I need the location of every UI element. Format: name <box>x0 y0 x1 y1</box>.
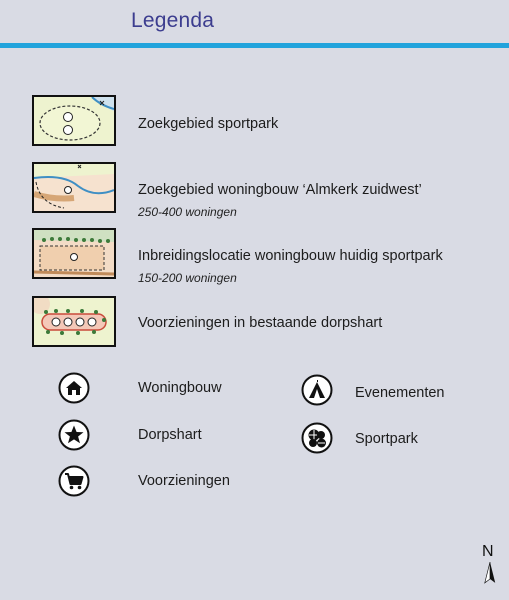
row-sub-woningbouw-zuidwest: 250-400 woningen <box>138 205 237 219</box>
thumb-sportpark <box>32 95 116 146</box>
thumb-woningbouw-zuidwest <box>32 162 116 213</box>
icon-label-dorpshart: Dorpshart <box>138 427 202 443</box>
row-label-dorpshart: Voorzieningen in bestaande dorpshart <box>138 315 383 331</box>
sports-balls-icon <box>301 422 333 454</box>
tent-icon <box>301 374 333 406</box>
row-label-woningbouw-zuidwest: Zoekgebied woningbouw ‘Almkerk zuidwest’ <box>138 182 422 198</box>
legend-title: Legenda <box>131 9 215 32</box>
row-label-sportpark: Zoekgebied sportpark <box>138 116 279 132</box>
icon-label-woningbouw: Woningbouw <box>138 380 222 396</box>
house-icon <box>58 372 90 404</box>
thumb-dorpshart <box>32 296 116 347</box>
north-arrow-icon <box>480 562 500 596</box>
north-label: N <box>482 543 494 560</box>
row-label-inbreidingslocatie: Inbreidingslocatie woningbouw huidig sportpark <box>138 248 443 264</box>
icon-label-sportpark: Sportpark <box>355 431 418 447</box>
title-underline <box>0 43 509 48</box>
shopping-cart-icon <box>58 465 90 497</box>
icon-label-evenementen: Evenementen <box>355 385 445 401</box>
thumb-inbreidingslocatie <box>32 228 116 279</box>
row-sub-inbreidingslocatie: 150-200 woningen <box>138 271 237 285</box>
icon-label-voorzieningen: Voorzieningen <box>138 473 230 489</box>
star-icon <box>58 419 90 451</box>
